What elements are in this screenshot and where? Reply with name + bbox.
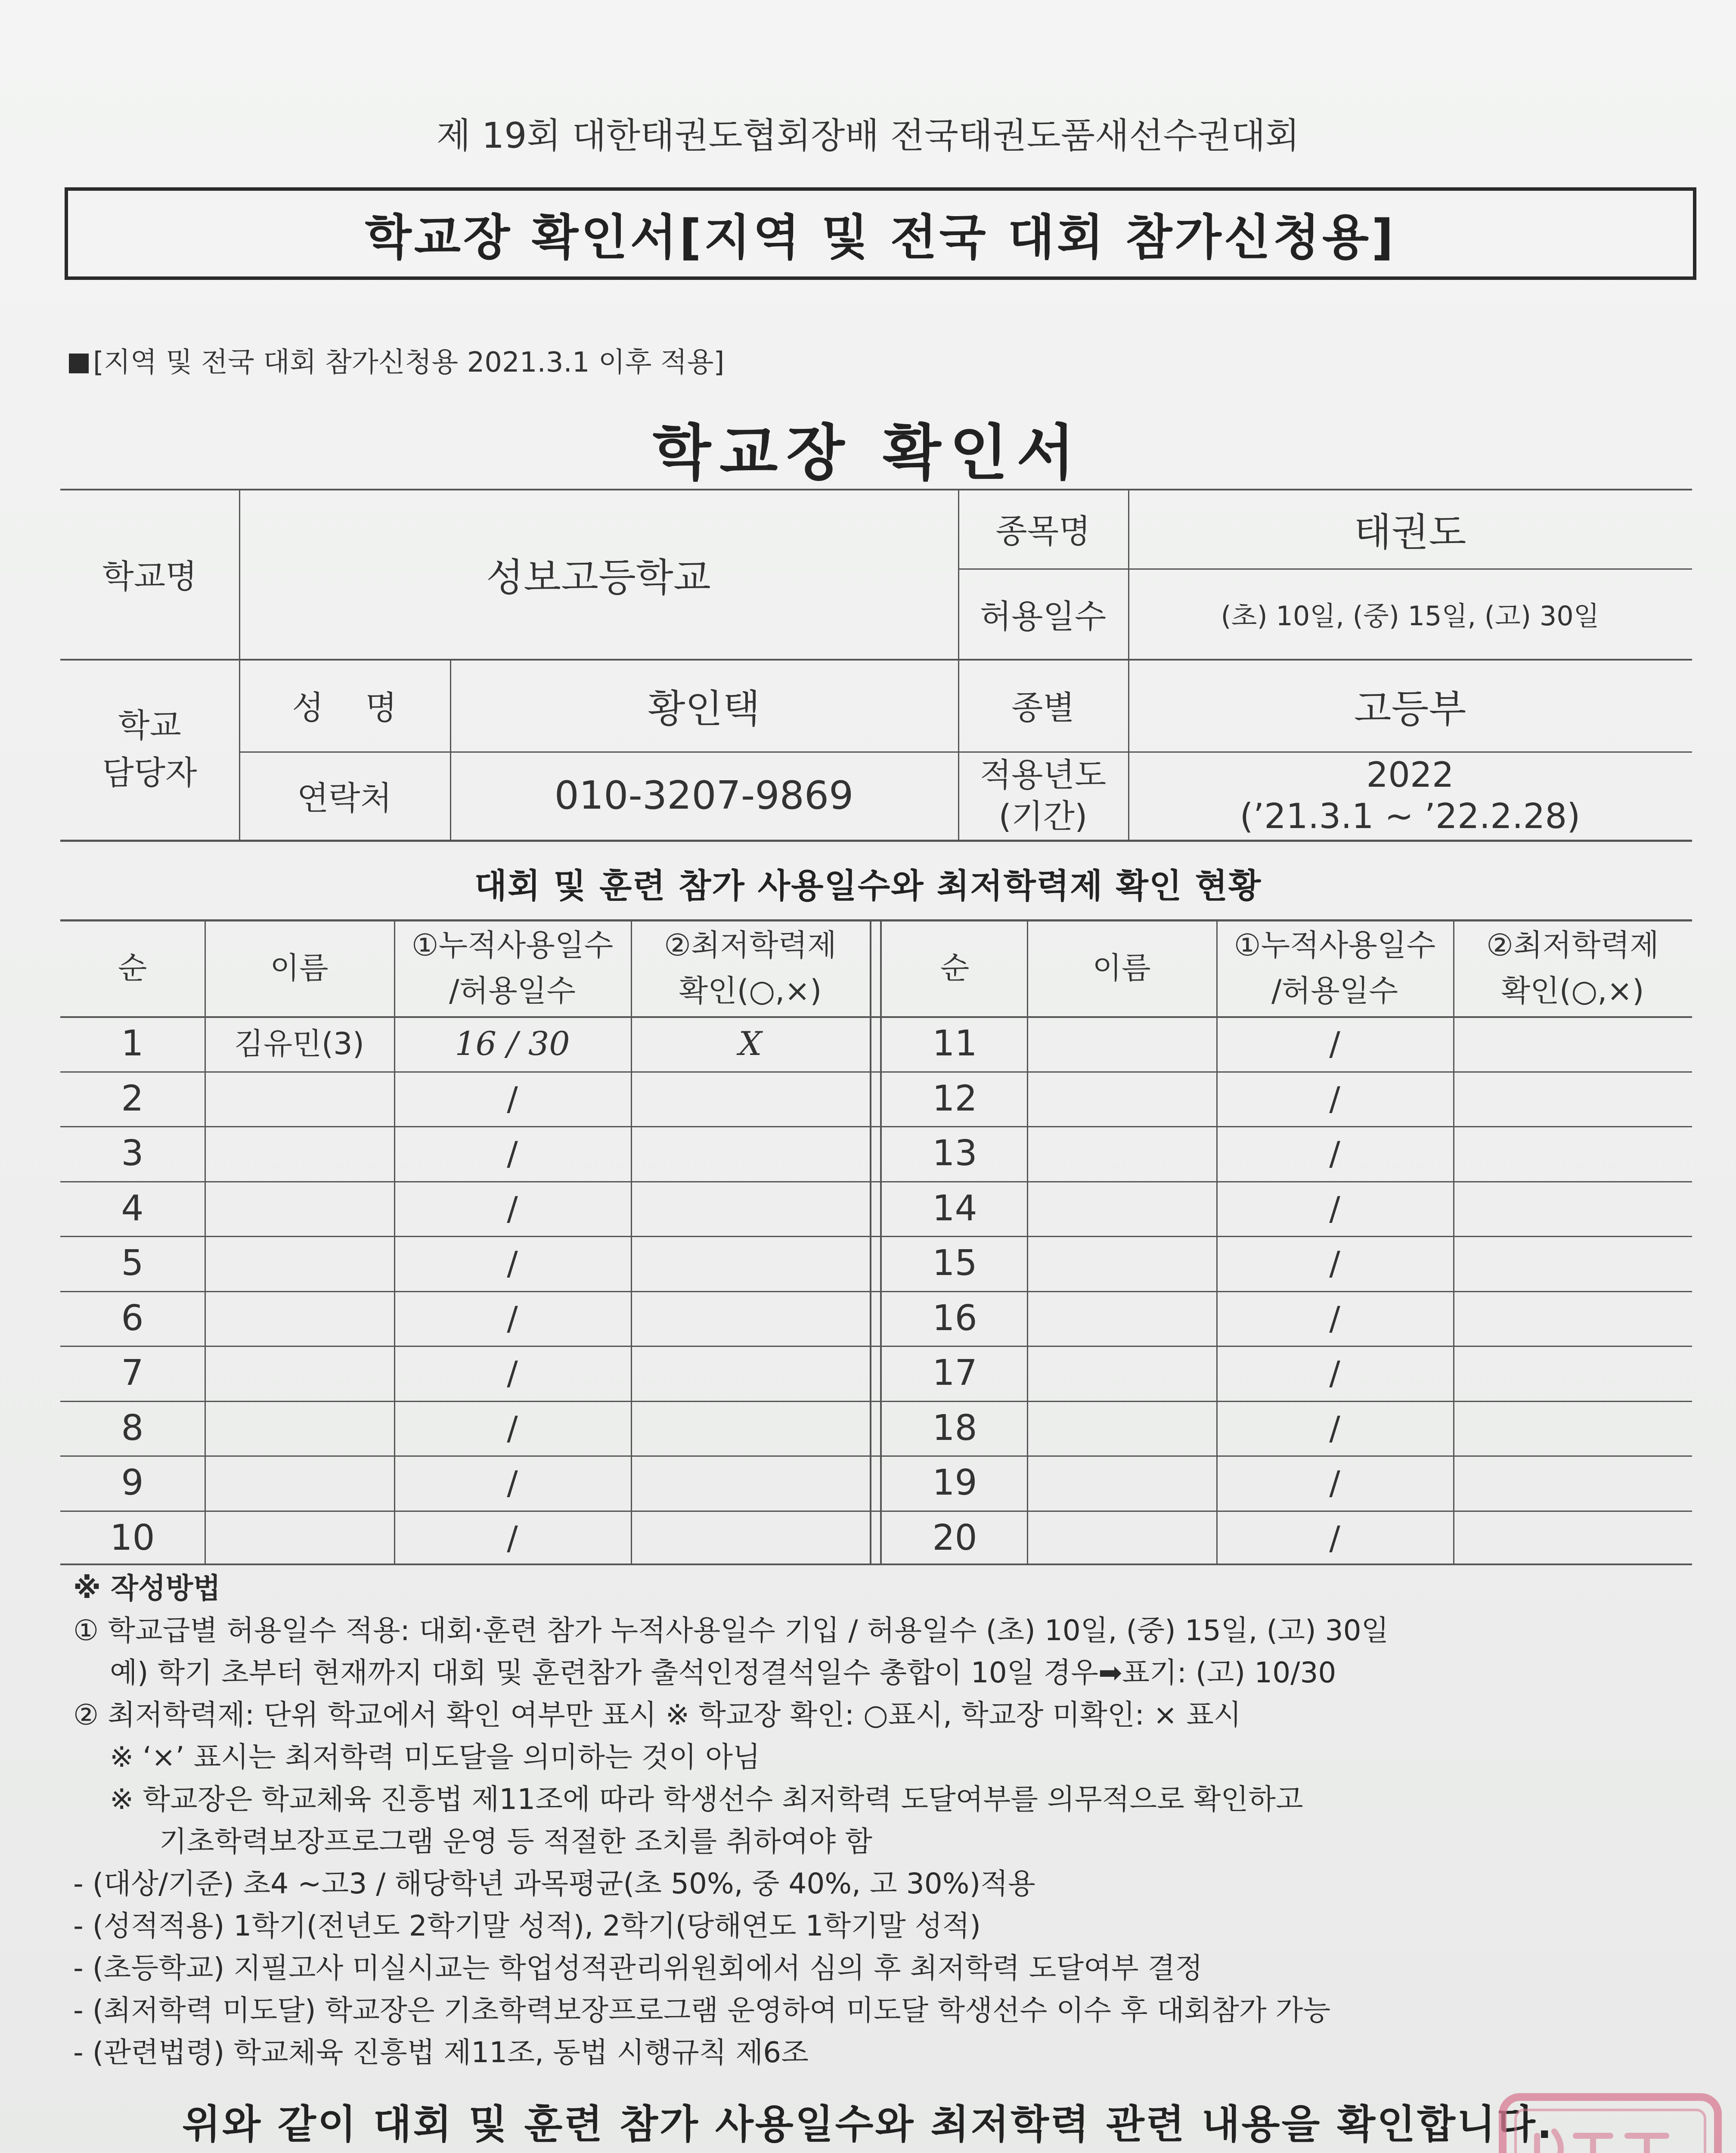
table-cell-academic	[1453, 1236, 1692, 1291]
table-cell-days: /	[507, 1464, 518, 1502]
table-cell-academic	[1453, 1455, 1692, 1511]
instruction-line: ※ ‘×’ 표시는 최저학력 미도달을 의미하는 것이 아님	[110, 1740, 760, 1774]
table-cell-days: /	[507, 1518, 518, 1557]
table-cell-academic	[631, 1346, 870, 1401]
instruction-line: ② 최저학력제: 단위 학교에서 확인 여부만 표시 ※ 학교장 확인: ○표시, 학교장 미확인: × 표시	[73, 1698, 1241, 1731]
table-cell-name	[1027, 1346, 1216, 1401]
table-cell-academic	[1453, 1181, 1692, 1236]
square-bullet-icon	[69, 354, 89, 373]
table-cell-name	[205, 1236, 394, 1291]
table-cell-name	[205, 1126, 394, 1181]
table-cell-days: /	[507, 1189, 518, 1228]
table-cell-days: /	[1329, 1299, 1340, 1337]
applicable-note	[69, 340, 725, 380]
table-header-days: ①누적사용일수 /허용일수	[411, 927, 614, 1008]
table-cell-name	[1027, 1291, 1216, 1346]
section-title: 대회 및 훈련 참가 사용일수와 최저학력제 확인 현황	[474, 867, 1262, 906]
division-label: 종별	[1011, 689, 1075, 727]
school-info-table	[60, 489, 1692, 842]
table-cell-academic	[1453, 1126, 1692, 1181]
table-cell-no: 4	[121, 1188, 144, 1229]
instruction-line: 예) 학기 초부터 현재까지 대회 및 훈련참가 출석인정결석일수 총합이 10일 경우➡표기: (고) 10/30	[110, 1656, 1336, 1689]
event-title: 제 19회 대한태권도협회장배 전국태권도품새선수권대회	[436, 115, 1300, 156]
table-center-divider	[870, 919, 871, 1565]
table-cell-name	[1027, 1401, 1216, 1456]
table-cell-days: /	[1329, 1518, 1340, 1557]
instruction-line: - (성적적용) 1학기(전년도 2학기말 성적), 2학기(당해연도 1학기말 성적)	[73, 1909, 981, 1942]
table-cell-no: 7	[121, 1353, 144, 1394]
table-header-name: 이름	[270, 950, 329, 986]
table-cell-no: 9	[121, 1462, 144, 1504]
table-cell-academic	[631, 1236, 870, 1291]
name-label: 성 명	[292, 689, 397, 727]
table-cell-no: 15	[932, 1243, 977, 1284]
table-cell-no: 10	[110, 1517, 155, 1558]
table-cell-days: /	[1329, 1189, 1340, 1228]
instructions	[73, 1567, 1701, 2074]
table-cell-days: 16 / 30	[455, 1024, 570, 1063]
table-cell-name	[1027, 1016, 1216, 1071]
contact-name-value: 황인택	[648, 686, 760, 732]
table-header-name: 이름	[1092, 950, 1151, 986]
table-cell-academic	[631, 1455, 870, 1511]
table-cell-name	[1027, 1511, 1216, 1566]
table-cell-no: 13	[932, 1133, 977, 1174]
confirmation-statement: 위와 같이 대회 및 훈련 참가 사용일수와 최저학력 관련 내용을 확인합니다.	[182, 2101, 1554, 2147]
table-cell-name	[1027, 1181, 1216, 1236]
allowed-days-value: (초) 10일, (중) 15일, (고) 30일	[1221, 600, 1600, 632]
school-name-label: 학교명	[102, 557, 197, 596]
table-center-divider	[880, 919, 882, 1565]
phone-value: 010-3207-9869	[554, 773, 854, 818]
table-cell-academic	[631, 1126, 870, 1181]
table-cell-days: /	[1329, 1408, 1340, 1447]
table-cell-no: 12	[932, 1078, 977, 1119]
table-cell-name	[205, 1071, 394, 1126]
table-cell-no: 18	[932, 1407, 977, 1449]
table-cell-name	[205, 1511, 394, 1566]
table-cell-no: 8	[121, 1407, 144, 1449]
table-cell-name	[205, 1181, 394, 1236]
table-cell-name: 김유민(3)	[234, 1026, 364, 1061]
table-cell-days: /	[507, 1244, 518, 1283]
table-header-academic: ②최저학력제 확인(○,×)	[664, 927, 837, 1008]
table-cell-academic	[631, 1071, 870, 1126]
table-cell-name	[205, 1346, 394, 1401]
table-cell-academic	[1453, 1071, 1692, 1126]
table-cell-academic	[1453, 1291, 1692, 1346]
sport-value: 태권도	[1354, 509, 1466, 555]
table-cell-academic	[1453, 1401, 1692, 1456]
table-header-days: ①누적사용일수 /허용일수	[1234, 927, 1436, 1008]
table-cell-name	[1027, 1071, 1216, 1126]
applicable-note-text: [지역 및 전국 대회 참가신청용 2021.3.1 이후 적용]	[93, 347, 725, 378]
table-cell-days: /	[1329, 1024, 1340, 1063]
sport-label: 종목명	[995, 512, 1091, 550]
table-cell-name	[1027, 1126, 1216, 1181]
table-cell-no: 14	[932, 1188, 977, 1229]
table-cell-academic	[1453, 1016, 1692, 1071]
table-cell-academic	[631, 1291, 870, 1346]
table-cell-no: 3	[121, 1133, 144, 1174]
official-seal-stamp	[1490, 2080, 1731, 2153]
year-value: 2022	[1366, 754, 1454, 795]
table-cell-academic	[631, 1401, 870, 1456]
table-cell-days: /	[1329, 1354, 1340, 1393]
table-cell-academic	[631, 1511, 870, 1566]
participation-table	[60, 919, 1692, 1565]
table-cell-days: /	[507, 1134, 518, 1173]
table-cell-no: 2	[121, 1078, 144, 1119]
period-value: (’21.3.1 ~ ’22.2.28)	[1240, 796, 1581, 836]
table-cell-no: 17	[932, 1353, 977, 1394]
division-value: 고등부	[1354, 686, 1466, 732]
table-cell-academic	[1453, 1511, 1692, 1566]
table-cell-academic	[1453, 1346, 1692, 1401]
contact-person-label: 학교 담당자	[102, 706, 197, 792]
allowed-days-label: 허용일수	[980, 597, 1107, 636]
year-label: 적용년도 (기간)	[980, 755, 1107, 835]
table-cell-days: /	[1329, 1244, 1340, 1283]
table-cell-name	[205, 1291, 394, 1346]
table-cell-no: 5	[121, 1243, 144, 1284]
table-cell-no: 19	[932, 1462, 977, 1504]
table-cell-no: 1	[121, 1023, 144, 1064]
table-header-academic: ②최저학력제 확인(○,×)	[1486, 927, 1659, 1008]
table-cell-name	[1027, 1236, 1216, 1291]
instruction-line: ※ 학교장은 학교체육 진흥법 제11조에 따라 학생선수 최저학력 도달여부를 의무적으로 확인하고	[110, 1783, 1303, 1816]
table-cell-days: /	[1329, 1464, 1340, 1502]
table-cell-name	[205, 1455, 394, 1511]
instruction-line: 기초학력보장프로그램 운영 등 적절한 조치를 취하여야 함	[159, 1825, 873, 1858]
instruction-line: - (관련법령) 학교체육 진흥법 제11조, 동법 시행규칙 제6조	[73, 2036, 809, 2069]
table-cell-days: /	[1329, 1134, 1340, 1173]
table-cell-no: 20	[932, 1517, 977, 1558]
table-cell-days: /	[507, 1408, 518, 1447]
table-cell-days: /	[507, 1354, 518, 1393]
school-name-value: 성보고등학교	[486, 555, 711, 600]
table-cell-days: /	[1329, 1079, 1340, 1118]
table-cell-name	[1027, 1455, 1216, 1511]
document-title: 학교장 확인서	[652, 418, 1084, 488]
table-cell-days: /	[507, 1079, 518, 1118]
table-cell-name	[205, 1401, 394, 1456]
table-cell-no: 6	[121, 1297, 144, 1339]
table-cell-no: 11	[932, 1023, 977, 1064]
table-cell-no: 16	[932, 1297, 977, 1339]
instructions-heading: ※ 작성방법	[73, 1572, 221, 1605]
instruction-line: - (초등학교) 지필고사 미실시교는 학업성적관리위원회에서 심의 후 최저학력 도달여부 결정	[73, 1951, 1203, 1985]
year-value-cell	[1128, 751, 1692, 840]
form-title: 학교장 확인서[지역 및 전국 대회 참가신청용]	[65, 187, 1696, 280]
instruction-line: - (대상/기준) 초4 ~고3 / 해당학년 과목평균(초 50%, 중 40%, 고 30%)적용	[73, 1867, 1035, 1900]
table-cell-academic: X	[738, 1024, 762, 1063]
table-header-no: 순	[940, 950, 970, 986]
table-cell-academic	[631, 1181, 870, 1236]
table-header-no: 순	[118, 950, 147, 986]
instruction-line: ① 학교급별 허용일수 적용: 대회·훈련 참가 누적사용일수 기입 / 허용일수 (초) 10일, (중) 15일, (고) 30일	[73, 1614, 1389, 1647]
instruction-line: - (최저학력 미도달) 학교장은 기초학력보장프로그램 운영하여 미도달 학생선수 이수 후 대회참가 가능	[73, 1994, 1331, 2027]
table-cell-days: /	[507, 1299, 518, 1337]
phone-label: 연락처	[297, 779, 392, 817]
